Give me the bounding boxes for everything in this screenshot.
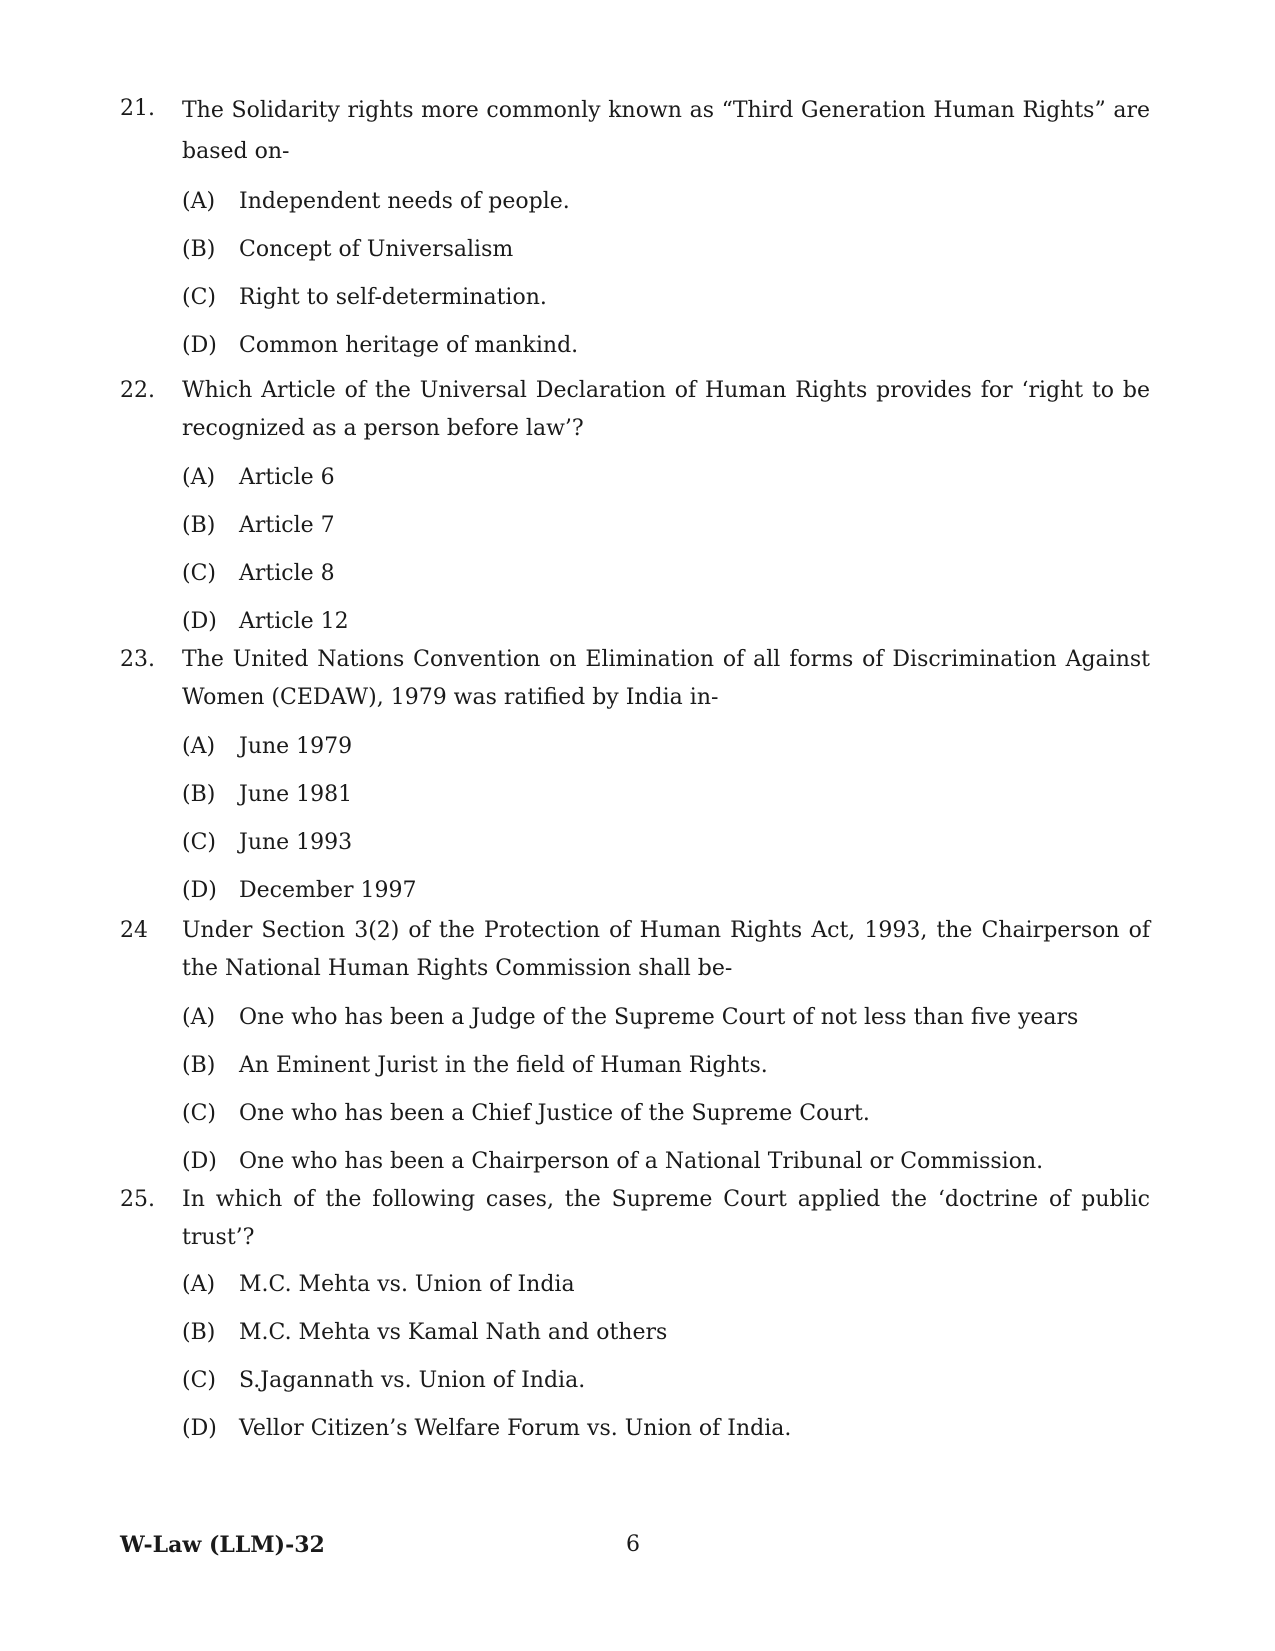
question-number: 25. [120, 1187, 155, 1212]
option-c [182, 1090, 1150, 1138]
option-letter: (A) [182, 189, 216, 214]
option-text: June 1981 [239, 782, 353, 807]
option-text: June 1979 [239, 734, 353, 759]
option-text: Article 8 [239, 561, 335, 586]
option-text: Article 6 [239, 465, 335, 490]
question-text: Which Article of the Universal Declaration of Human Rights provides for ‘right to be recognized as a person before law’? [182, 378, 1150, 441]
option-text: Common heritage of mankind. [239, 333, 579, 358]
question-23 [120, 641, 1150, 915]
option-a [182, 1261, 1150, 1309]
option-text: Independent needs of people. [239, 189, 570, 214]
option-c [182, 1357, 1150, 1405]
question-text: The Solidarity rights more commonly known as “Third Generation Human Rights” are based on- [182, 98, 1150, 164]
option-text: June 1993 [239, 830, 353, 855]
question-25 [120, 1181, 1150, 1453]
option-text: Vellor Citizen’s Welfare Forum vs. Union of India. [239, 1416, 792, 1441]
question-text: The United Nations Convention on Elimination of all forms of Discrimination Against Women (CEDAW), 1979 was ratified by India in- [182, 647, 1150, 710]
option-text: Concept of Universalism [239, 237, 514, 262]
option-letter: (C) [182, 285, 216, 310]
option-b [182, 771, 1150, 819]
question-21 [120, 90, 1150, 370]
option-text: Article 7 [239, 513, 335, 538]
option-letter: (B) [182, 782, 216, 807]
option-letter: (B) [182, 1320, 216, 1345]
option-d [182, 1405, 1150, 1453]
option-d [182, 322, 1150, 370]
question-number: 23. [120, 647, 155, 672]
option-a [182, 178, 1150, 226]
option-letter: (C) [182, 830, 216, 855]
option-letter: (A) [182, 465, 216, 490]
option-b [182, 502, 1150, 550]
question-text: Under Section 3(2) of the Protection of Human Rights Act, 1993, the Chairperson of the National Human Rights Commission shall be- [182, 918, 1150, 981]
option-letter: (C) [182, 1101, 216, 1126]
option-text: December 1997 [239, 878, 417, 903]
option-b [182, 1309, 1150, 1357]
option-c [182, 274, 1150, 322]
option-letter: (B) [182, 237, 216, 262]
option-text: One who has been a Chief Justice of the Supreme Court. [239, 1101, 870, 1126]
question-number: 24 [120, 918, 148, 943]
option-letter: (A) [182, 734, 216, 759]
option-a [182, 454, 1150, 502]
option-letter: (A) [182, 1005, 216, 1030]
option-text: One who has been a Judge of the Supreme Court of not less than five years [239, 1005, 1079, 1030]
option-a [182, 723, 1150, 771]
option-letter: (D) [182, 878, 217, 903]
option-letter: (C) [182, 1368, 216, 1393]
question-number: 21. [120, 96, 155, 121]
option-letter: (D) [182, 1149, 217, 1174]
option-letter: (B) [182, 513, 216, 538]
option-text: An Eminent Jurist in the field of Human Rights. [239, 1053, 768, 1078]
paper-code: W-Law (LLM)-32 [120, 1532, 325, 1558]
option-d [182, 867, 1150, 915]
option-letter: (C) [182, 561, 216, 586]
option-c [182, 550, 1150, 598]
option-letter: (D) [182, 609, 217, 634]
question-24 [120, 912, 1150, 1186]
option-text: S.Jagannath vs. Union of India. [239, 1368, 586, 1393]
option-a [182, 994, 1150, 1042]
option-d [182, 1138, 1150, 1186]
option-letter: (D) [182, 1416, 217, 1441]
option-text: One who has been a Chairperson of a National Tribunal or Commission. [239, 1149, 1044, 1174]
option-d [182, 598, 1150, 646]
option-text: Right to self-determination. [239, 285, 547, 310]
option-c [182, 819, 1150, 867]
option-letter: (D) [182, 333, 217, 358]
option-letter: (A) [182, 1272, 216, 1297]
question-number: 22. [120, 378, 155, 403]
option-letter: (B) [182, 1053, 216, 1078]
option-text: M.C. Mehta vs. Union of India [239, 1272, 575, 1297]
question-22 [120, 372, 1150, 646]
option-b [182, 1042, 1150, 1090]
option-text: Article 12 [239, 609, 349, 634]
page-number: 6 [626, 1532, 640, 1557]
option-b [182, 226, 1150, 274]
question-text: In which of the following cases, the Supreme Court applied the ‘doctrine of public trust’? [182, 1187, 1150, 1250]
option-text: M.C. Mehta vs Kamal Nath and others [239, 1320, 668, 1345]
